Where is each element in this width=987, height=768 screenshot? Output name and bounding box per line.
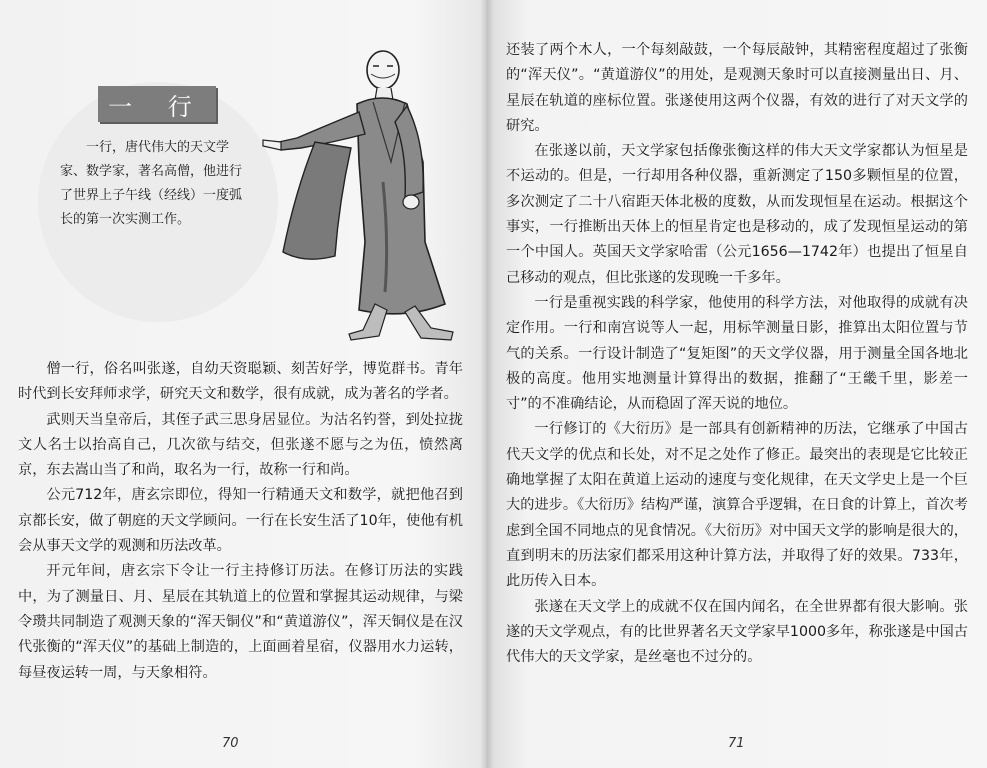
right-body-text	[506, 38, 968, 670]
page-number: 70	[222, 736, 239, 751]
page-number: 71	[728, 736, 745, 751]
paragraph: 张遂在天文学上的成就不仅在国内闻名，在全世界都有很大影响。张遂的天文学观点，有的比世界著名天文学家早1000多年，称张遂是中国古代伟大的天文学家，是丝毫也不过分的。	[506, 598, 968, 666]
left-page	[0, 0, 487, 768]
monk-illustration	[255, 42, 470, 342]
chapter-title: 一 行	[98, 86, 216, 122]
left-body-text	[18, 357, 463, 686]
paragraph: 在张遂以前，天文学家包括像张衡这样的伟大天文学家都认为恒星是不运动的。但是，一行却用各种仪器，重新测定了150多颗恒星的位置，多次测定了二十八宿距天体北极的度数，从而发现恒星在运动。根据这个事实，一行推断出天体上的恒星肯定也是移动的，成了发现恒星运动的第一个中国人。英国天文学家哈雷（公元1656—1742年）也提出了恒星自己移动的观点，但比张遂的发现晚一千多年。	[506, 143, 968, 286]
book-gutter	[480, 0, 494, 768]
intro-text: 一行，唐代伟大的天文学家、数学家，著名高僧，他进行了世界上子午线（经线）一度弧长的第一次实测工作。	[60, 140, 243, 227]
paragraph: 开元年间，唐玄宗下令让一行主持修订历法。在修订历法的实践中，为了测量日、月、星辰在其轨道上的位置和掌握其运动规律，与梁令瓒共同制造了观测天象的“浑天铜仪”和“黄道游仪”，浑天铜仪是在汉代张衡的“浑天仪”的基础上制造的，上面画着星宿，仪器用水力运转，每昼夜运转一周，与天象相符。	[18, 563, 463, 681]
paragraph: 公元712年，唐玄宗即位，得知一行精通天文和数学，就把他召到京都长安，做了朝庭的天文学顾问。一行在长安生活了10年，使他有机会从事天文学的观测和历法改革。	[18, 487, 463, 555]
paragraph: 一行修订的《大衍历》是一部具有创新精神的历法，它继承了中国古代天文学的优点和长处，对不足之处作了修正。最突出的表现是它比较正确地掌握了太阳在黄道上运动的速度与变化规律，在天文学史上是一个巨大的进步。《大衍历》结构严谨，演算合乎逻辑，在日食的计算上，首次考虑到全国不同地点的见食情况。《大衍历》对中国天文学的影响是很大的，直到明末的历法家们都采用这种计算方法，并取得了好的效果。733年，此历传入日本。	[506, 421, 968, 590]
paragraph: 僧一行，俗名叫张遂，自幼天资聪颖、刻苦好学，博览群书。青年时代到长安拜师求学，研究天文和数学，很有成就，成为著名的学者。	[18, 361, 463, 403]
paragraph: 武则天当皇帝后，其侄子武三思身居显位。为沽名钓誉，到处拉拢文人名士以抬高自己，几次欲与结交，但张遂不愿与之为伍，愤然离京，东去嵩山当了和尚，取名为一行，故称一行和尚。	[18, 411, 463, 479]
paragraph: 一行是重视实践的科学家，他使用的科学方法，对他取得的成就有决定作用。一行和南宫说等人一起，用标竿测量日影，推算出太阳位置与节气的关系。一行设计制造了“复矩图”的天文学仪器，用于测量全国各地北极的高度。他用实地测量计算得出的数据，推翻了“王畿千里，影差一寸”的不准确结论，从而稳固了浑天说的地位。	[506, 294, 968, 413]
intro-caption	[60, 136, 250, 232]
paragraph-continuation: 还装了两个木人，一个每刻敲鼓，一个每辰敲钟，其精密程度超过了张衡的“浑天仪”。“黄道游仪”的用处，是观测天象时可以直接测量出日、月、星辰在轨道的座标位置。张遂使用这两个仪器，有效的进行了对天文学的研究。	[506, 42, 968, 134]
